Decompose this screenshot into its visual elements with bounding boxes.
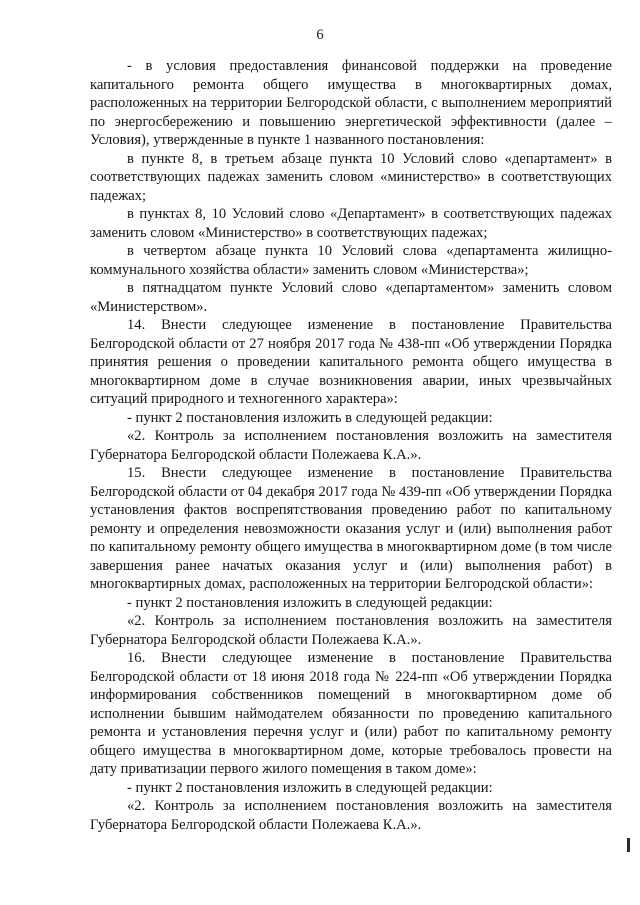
- document-body: [90, 57, 612, 834]
- paragraph-16-amendment: 16. Внести следующее изменение в постановление Правительства Белгородской области от 18 июня 2018 года № 224-пп «Об утверждении Порядка информирования собственников помещений в многоквартирном доме об исполнении бывшим наймодателем обязанности по проведению капитального ремонта и установления перечня услуг и (или) работ по капитальному ремонту общего имущества в многоквартирном доме, которые требовалось провести на дату приватизации первого жилого помещения в таком доме»:: [90, 650, 612, 777]
- paragraph-items-8-10-department: в пунктах 8, 10 Условий слово «Департамент» в соответствующих падежах заменить словом «Министерство» в соответствующих падежах;: [90, 206, 612, 241]
- paragraph-15-amendment: 15. Внести следующее изменение в постановление Правительства Белгородской области от 04 декабря 2017 года № 439-пп «Об утверждении Порядка установления фактов воспрепятствования проведению работ по капитальному ремонту и определения невозможности оказания услуг и (или) выполнения работ по капитальному ремонту общего имущества в многоквартирном доме (в том числе завершения ранее начатых оказания услуг и (или) выполнения работ) в многоквартирных домах, расположенных на территории Белгородской области»:: [90, 465, 612, 592]
- paragraph-item-10-fourth-abzac: в четвертом абзаце пункта 10 Условий слова «департамента жилищно-коммунального хозяйства области» заменить словом «Министерства»;: [90, 243, 612, 278]
- paragraph-14-amendment: 14. Внести следующее изменение в постановление Правительства Белгородской области от 27 ноября 2017 года № 438-пп «Об утверждении Порядка принятия решения о проведении капитального ремонта общего имущества в многоквартирном доме в случае возникновения аварии, иных чрезвычайных ситуаций природного и техногенного характера»:: [90, 317, 612, 407]
- paragraph-15-control: «2. Контроль за исполнением постановления возложить на заместителя Губернатора Белгородской области Полежаева К.А.».: [90, 613, 612, 648]
- scan-edge-mark: [627, 838, 630, 852]
- page-number: 6: [316, 27, 324, 43]
- paragraph-item-8-department: в пункте 8, в третьем абзаце пункта 10 Условий слово «департамент» в соответствующих падежах заменить словом «министерство» в соответствующих падежах;: [90, 150, 612, 204]
- paragraph-16-control: «2. Контроль за исполнением постановления возложить на заместителя Губернатора Белгородской области Полежаева К.А.».: [90, 798, 612, 833]
- paragraph-conditions-intro: - в условия предоставления финансовой поддержки на проведение капитального ремонта общего имущества в многоквартирных домах, расположенных на территории Белгородской области, с выполнением мероприятий по энергосбережению и повышению энергетической эффективности (далее – Условия), утвержденные в пункте 1 названного постановления:: [90, 58, 612, 148]
- paragraph-fifteenth-item: в пятнадцатом пункте Условий слово «департаментом» заменить словом «Министерством».: [90, 280, 612, 315]
- paragraph-14-item-2: - пункт 2 постановления изложить в следующей редакции:: [127, 409, 493, 426]
- paragraph-16-item-2: - пункт 2 постановления изложить в следующей редакции:: [127, 779, 493, 796]
- paragraph-15-item-2: - пункт 2 постановления изложить в следующей редакции:: [127, 594, 493, 611]
- paragraph-14-control: «2. Контроль за исполнением постановления возложить на заместителя Губернатора Белгородской области Полежаева К.А.».: [90, 428, 612, 463]
